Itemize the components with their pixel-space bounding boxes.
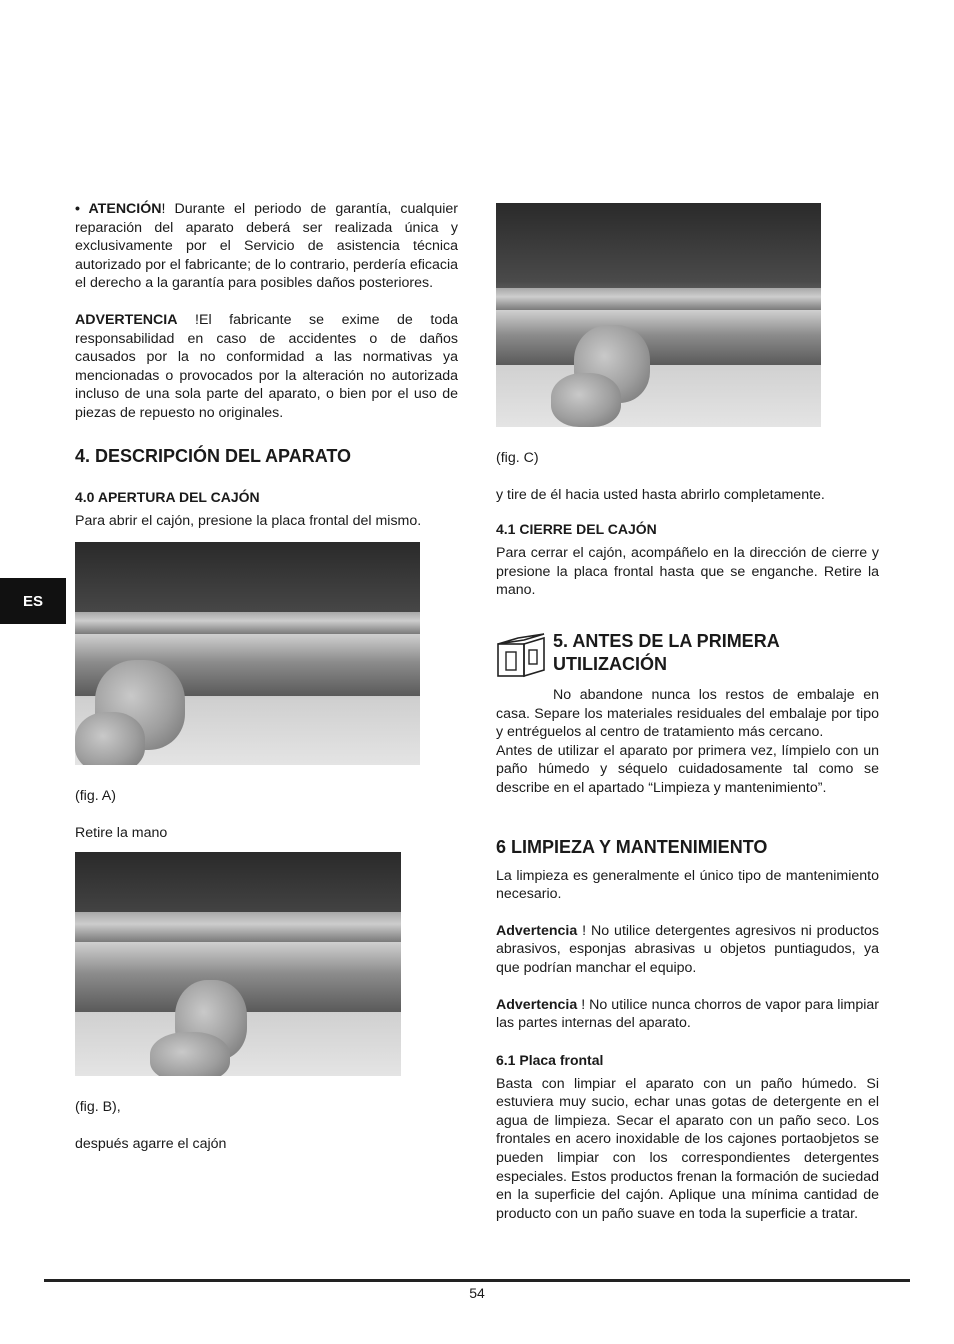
section-6-text: La limpieza es generalmente el único tipo de mantenimiento necesario. — [496, 867, 879, 903]
section-5-text-1: No abandone nunca los restos de embalaje en casa. Separe los materiales residuales del embalaje por tipo y entréguelos al centro de tratamiento más cercano. — [496, 686, 879, 741]
figure-b-photo — [75, 852, 401, 1076]
subsection-6-1-text: Basta con limpiar el aparato con un paño húmedo. Si estuviera muy sucio, echar unas gotas de detergente en el agua de limpieza. Secar el aparato con un paño seco. Los frontales en acero inoxidable de los cajones portaobjetos se pueden limpiar con los correspondientes detergentes especiales. Estos productos frenan la formación de suciedad en la superficie del cajón. Aplique una mínima cantidad de producto con un paño suave en toda la superficie a tratar. — [496, 1075, 879, 1222]
figure-c-photo — [496, 203, 821, 427]
advertencia-label: ADVERTENCIA — [75, 311, 178, 328]
figure-c-caption: (fig. C) — [496, 450, 539, 466]
right-column — [496, 203, 879, 1223]
section-5-header — [496, 630, 879, 678]
figure-a-caption: (fig. A) — [75, 788, 116, 805]
section-6-title: 6 LIMPIEZA Y MANTENIMIENTO — [496, 836, 768, 857]
section-5-title: 5. ANTES DE LA PRIMERA UTILIZACIÓN — [553, 630, 780, 674]
advertencia-paragraph: ADVERTENCIA !El fabricante se exime de toda responsabilidad en caso de accidentes o de daños causados por la no conformidad a las normativas ya mencionadas o provocados por la alteración no autorizada incluso de una sola parte del aparato, o bien por el uso de piezas de repuesto no originales. — [75, 311, 458, 421]
despues-text: después agarre el cajón — [75, 1135, 227, 1152]
subsection-4-1-title: 4.1 CIERRE DEL CAJÓN — [496, 521, 657, 538]
atencion-paragraph: • ATENCIÓN! Durante el periodo de garantía, cualquier reparación del aparato deberá ser realizada única y exclusivamente por el Servicio de asistencia técnica autorizado por el fabricante; de lo contrario, perdería eficacia el derecho a la garantía para posibles daños posteriores. — [75, 201, 458, 292]
advertencia-1-label: Advertencia — [496, 922, 578, 939]
advertencia-2-paragraph: Advertencia ! No utilice nunca chorros de vapor para limpiar las partes internas del aparato. — [496, 996, 879, 1032]
page-number: 54 — [469, 1285, 485, 1301]
subsection-6-1-title: 6.1 Placa frontal — [496, 1051, 604, 1068]
advertencia-2-label: Advertencia — [496, 996, 578, 1013]
subsection-4-1-text: Para cerrar el cajón, acompáñelo en la dirección de cierre y presione la placa frontal hasta que se enganche. Retire la mano. — [496, 545, 879, 599]
section-4-title: 4. DESCRIPCIÓN DEL APARATO — [75, 445, 352, 466]
retire-text: Retire la mano — [75, 824, 168, 841]
subsection-4-0-text: Para abrir el cajón, presione la placa frontal del mismo. — [75, 512, 422, 529]
figure-b-caption: (fig. B), — [75, 1099, 121, 1116]
language-tab-es: ES — [0, 578, 66, 624]
packaging-box-icon — [496, 630, 548, 680]
subsection-4-0-title: 4.0 APERTURA DEL CAJÓN — [75, 488, 260, 505]
figure-a-photo — [75, 542, 420, 765]
advertencia-1-paragraph: Advertencia ! No utilice detergentes agresivos ni productos abrasivos, esponjas abrasivas u objetos puntiagudos, ya que podrían manchar el equipo. — [496, 922, 879, 976]
section-5-text-2: Antes de utilizar el aparato por primera vez, límpielo con un paño húmedo y séquelo cuidadosamente tal como se describe en el apartado “Limpieza y mantenimiento”. — [496, 742, 879, 796]
atencion-label: • ATENCIÓN — [75, 201, 162, 217]
left-column — [75, 200, 458, 1154]
footer-divider — [44, 1279, 910, 1282]
tire-text: y tire de él hacia usted hasta abrirlo completamente. — [496, 486, 825, 503]
